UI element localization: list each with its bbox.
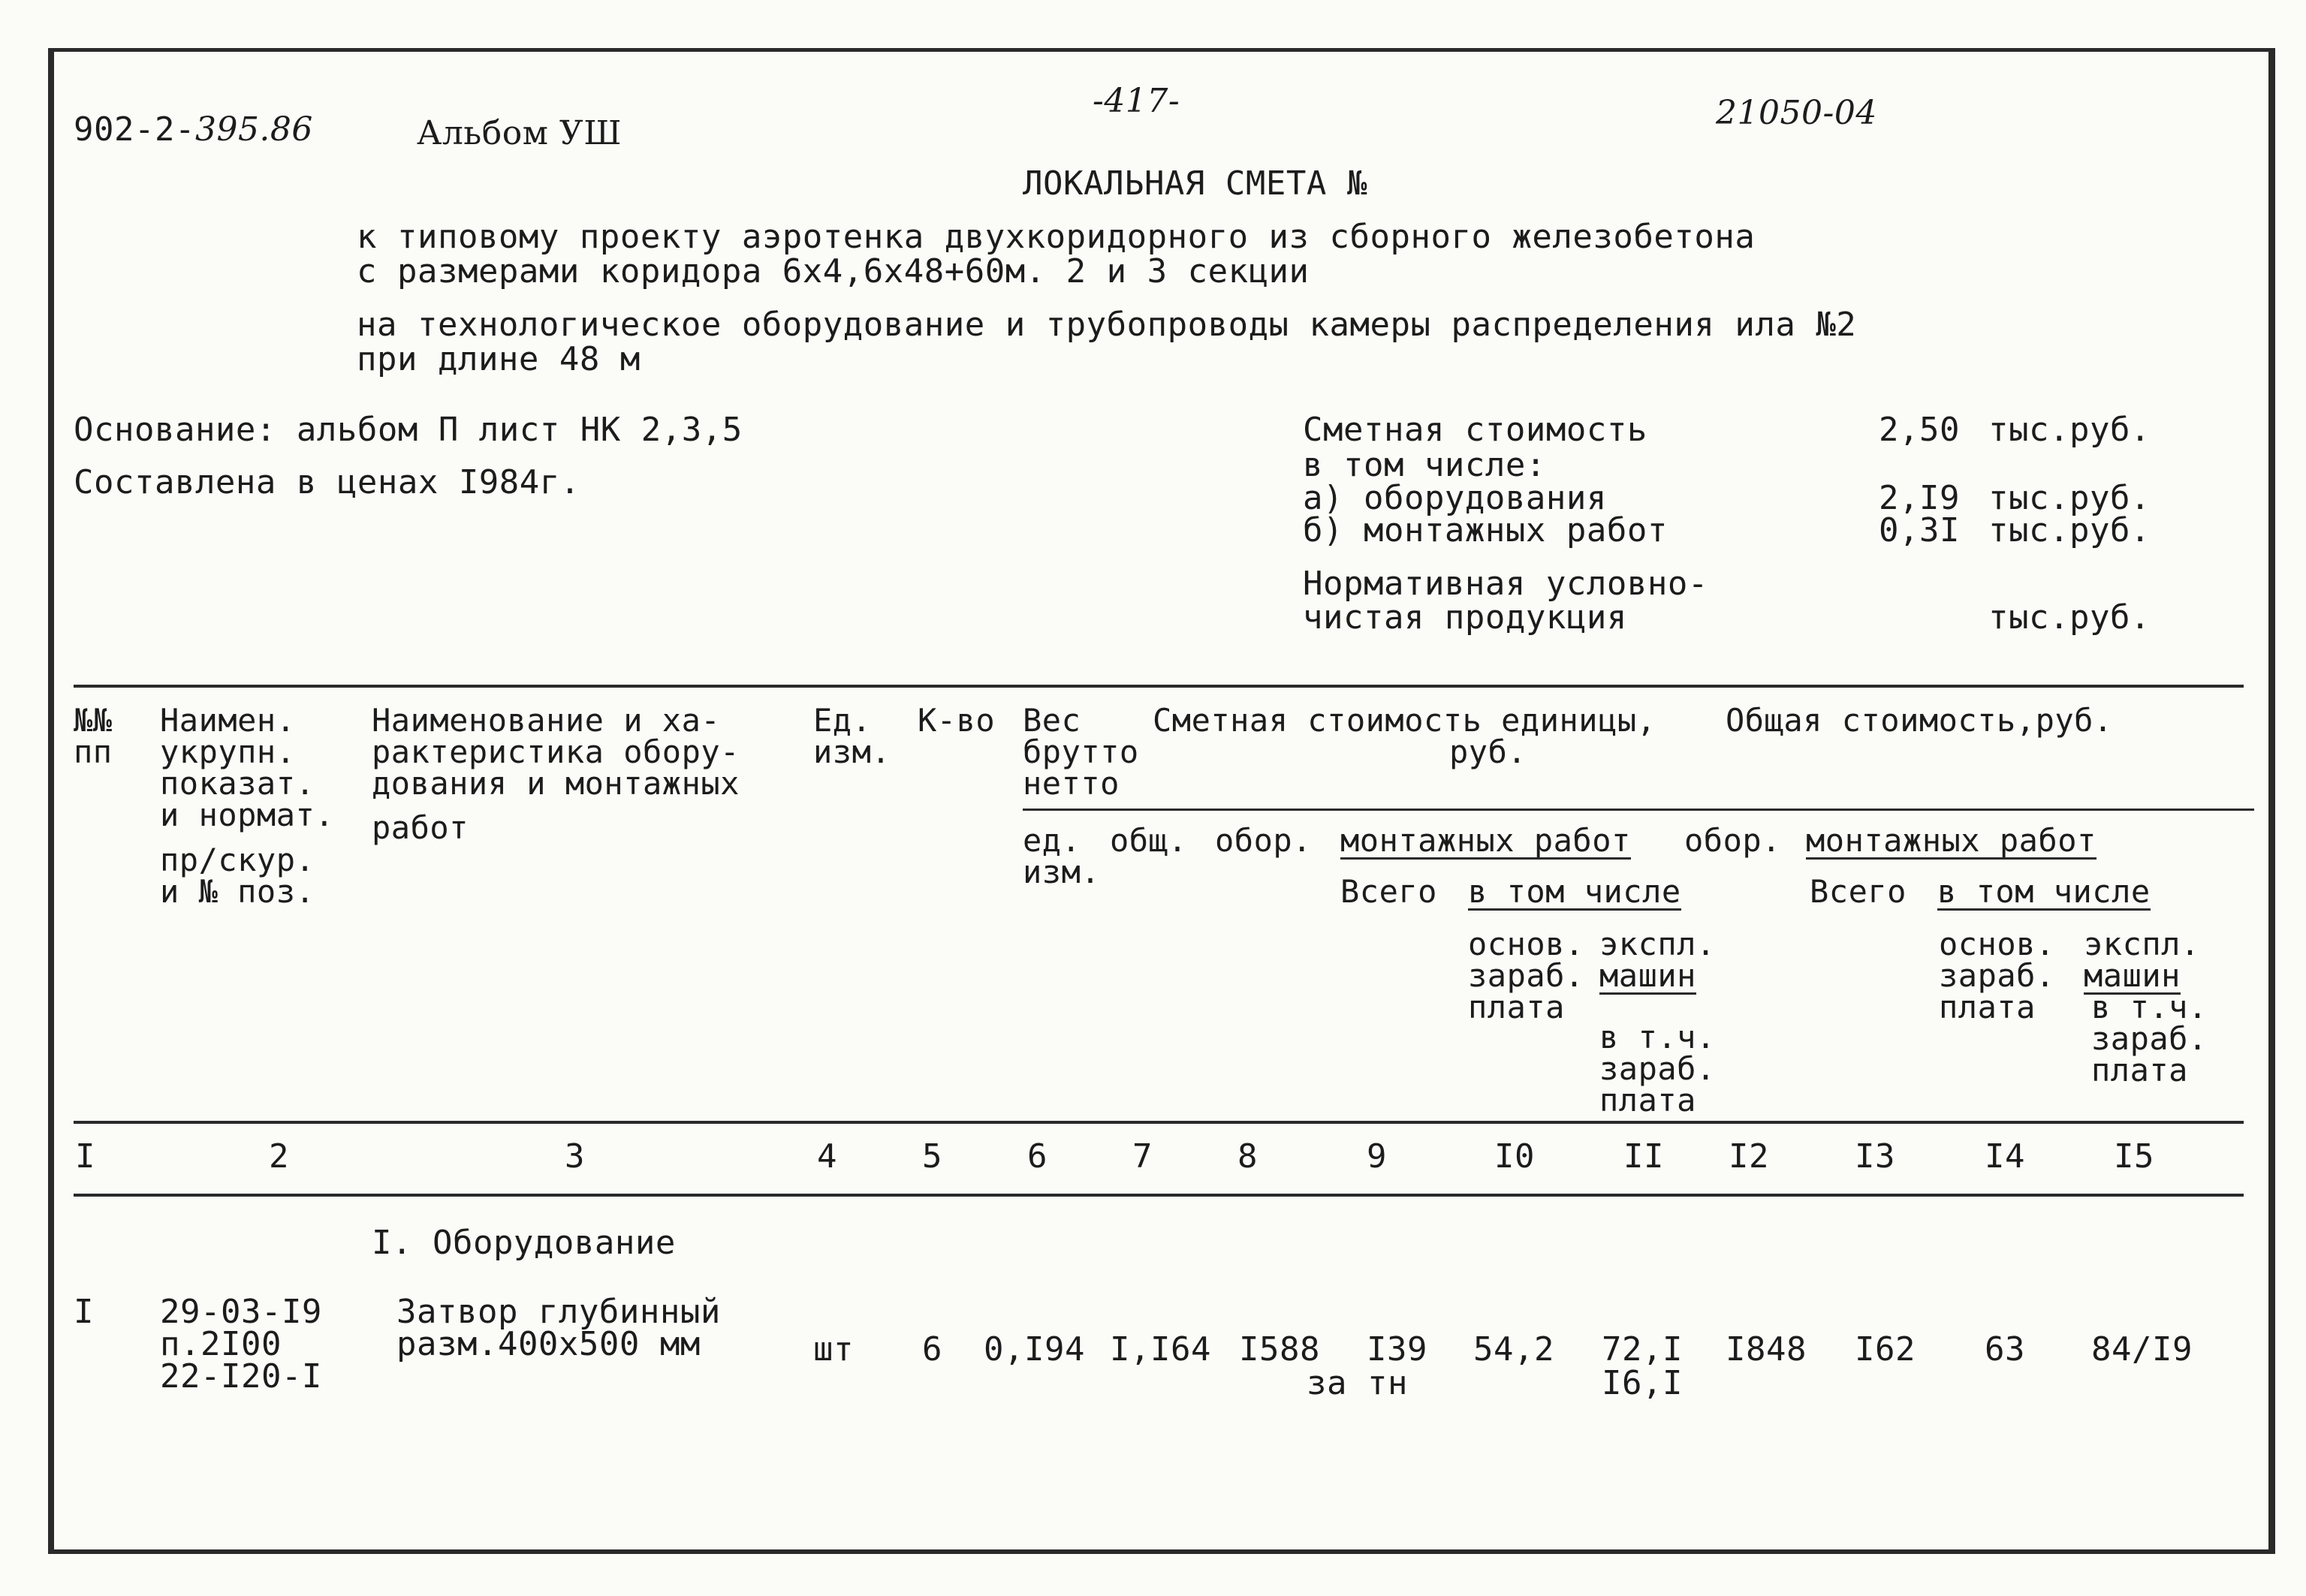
header-weight-unit-2: изм. bbox=[1023, 854, 1101, 890]
column-number: I5 bbox=[2114, 1137, 2154, 1176]
header-total-base-wage-2: зараб. bbox=[1939, 957, 2055, 994]
column-number: I bbox=[75, 1137, 95, 1176]
header-total-including: в том числе bbox=[1937, 873, 2151, 910]
column-number: I4 bbox=[1985, 1137, 2025, 1176]
header-machines-wage-1: в т.ч. bbox=[1599, 1019, 1716, 1055]
header-unit-1: Ед. bbox=[813, 702, 872, 739]
mounting-cost-value: 0,3I bbox=[1879, 511, 1960, 550]
column-number: I2 bbox=[1729, 1137, 1769, 1176]
row-unit: шт bbox=[813, 1330, 854, 1369]
header-base-wage-3: плата bbox=[1468, 989, 1565, 1025]
header-weight-3: нетто bbox=[1023, 765, 1120, 802]
header-machines-2: машин bbox=[1599, 957, 1696, 994]
basis-line: Основание: альбом П лист НК 2,3,5 bbox=[74, 411, 743, 449]
header-total-machines-2: машин bbox=[2084, 957, 2181, 994]
header-name-4: работ bbox=[372, 809, 469, 846]
subtitle-line-3: на технологическое оборудование и трубопроводы камеры распределения ила №2 bbox=[357, 306, 1857, 344]
header-quantity: К-во bbox=[918, 702, 996, 739]
row-code-2: п.2I00 bbox=[160, 1325, 282, 1363]
row-weight-unit: 0,I94 bbox=[984, 1330, 1085, 1369]
row-equipment-cost: I588 bbox=[1239, 1330, 1320, 1369]
subtitle-line-2: с размерами коридора 6х4,6х48+60м. 2 и 3 секции bbox=[357, 252, 1310, 291]
row-machines: 72,I bbox=[1602, 1330, 1683, 1369]
column-number: II bbox=[1623, 1137, 1664, 1176]
equipment-cost-value: 2,I9 bbox=[1879, 479, 1960, 517]
header-name-1: Наименование и ха- bbox=[372, 702, 721, 739]
header-weight-1: Вес bbox=[1023, 702, 1081, 739]
header-machines-wage-2: зараб. bbox=[1599, 1050, 1716, 1087]
header-machines-wage-3: плата bbox=[1599, 1082, 1696, 1119]
header-code-2: укрупн. bbox=[160, 733, 296, 770]
column-number: 3 bbox=[565, 1137, 585, 1176]
equipment-cost-label: а) оборудования bbox=[1303, 479, 1607, 517]
project-code-printed: 902-2- bbox=[74, 110, 195, 149]
row-name-1: Затвор глубинный bbox=[396, 1293, 721, 1331]
normative-unit: тыс.руб. bbox=[1988, 598, 2151, 637]
header-base-wage-2: зараб. bbox=[1468, 957, 1584, 994]
header-total-cost: Общая стоимость,руб. bbox=[1726, 702, 2113, 739]
header-total-mounting: монтажных работ bbox=[1806, 822, 2097, 859]
header-unit-cost-2: руб. bbox=[1449, 733, 1527, 770]
project-code-handwritten: 395.86 bbox=[194, 110, 313, 149]
row-weight-total: I,I64 bbox=[1110, 1330, 1211, 1369]
header-weight-unit-1: ед. bbox=[1023, 822, 1081, 859]
column-number: 8 bbox=[1237, 1137, 1258, 1176]
column-number: I3 bbox=[1855, 1137, 1895, 1176]
row-total-machines: 84/I9 bbox=[2091, 1330, 2193, 1369]
row-machines-wage: I6,I bbox=[1602, 1364, 1683, 1402]
column-number: 6 bbox=[1027, 1137, 1047, 1176]
header-total-equipment: обор. bbox=[1684, 822, 1781, 859]
row-name-2: разм.400х500 мм bbox=[396, 1325, 701, 1363]
row-total-base-wage: 63 bbox=[1985, 1330, 2025, 1369]
prices-year-line: Составлена в ценах I984г. bbox=[74, 463, 580, 501]
column-number: I0 bbox=[1494, 1137, 1535, 1176]
header-code-6: и № поз. bbox=[160, 873, 315, 910]
mounting-cost-label: б) монтажных работ bbox=[1303, 511, 1668, 550]
page-number: -417- bbox=[1093, 82, 1180, 120]
row-total-equipment: I848 bbox=[1726, 1330, 1807, 1369]
header-weight-2: брутто bbox=[1023, 733, 1139, 770]
header-bottom-rule bbox=[74, 1121, 2244, 1124]
column-numbers-rule bbox=[74, 1194, 2244, 1197]
header-equipment: обор. bbox=[1215, 822, 1312, 859]
header-total-machines-wage-2: зараб. bbox=[2091, 1020, 2208, 1057]
header-num-2: пп bbox=[74, 733, 113, 770]
row-mounting-all: I39 bbox=[1367, 1330, 1427, 1369]
header-code-4: и нормат. bbox=[160, 796, 335, 833]
column-number: 5 bbox=[922, 1137, 942, 1176]
subtitle-line-4: при длине 48 м bbox=[357, 340, 641, 378]
header-weight-total: общ. bbox=[1110, 822, 1188, 859]
header-code-3: показат. bbox=[160, 765, 315, 802]
normative-label-1: Нормативная условно- bbox=[1303, 565, 1708, 603]
table-top-rule bbox=[74, 685, 2244, 688]
header-all: Всего bbox=[1340, 873, 1437, 910]
total-cost-label: Сметная стоимость bbox=[1303, 411, 1647, 449]
header-code-5: пр/скур. bbox=[160, 842, 315, 878]
header-total-all: Всего bbox=[1810, 873, 1907, 910]
section-title: I. Оборудование bbox=[372, 1224, 676, 1262]
header-total-machines-wage-1: в т.ч. bbox=[2091, 989, 2208, 1025]
row-number: I bbox=[74, 1293, 94, 1331]
total-cost-value: 2,50 bbox=[1879, 411, 1960, 449]
header-unit-cost-1: Сметная стоимость единицы, bbox=[1153, 702, 1656, 739]
equipment-cost-unit: тыс.руб. bbox=[1988, 479, 2151, 517]
header-code-1: Наимен. bbox=[160, 702, 296, 739]
header-num-1: №№ bbox=[74, 702, 113, 739]
header-total-base-wage-1: основ. bbox=[1939, 926, 2055, 962]
mounting-cost-unit: тыс.руб. bbox=[1988, 511, 2151, 550]
including-label: в том числе: bbox=[1303, 446, 1546, 484]
reference-number: 21050-04 bbox=[1716, 94, 1877, 132]
document-title: ЛОКАЛЬНАЯ СМЕТА № bbox=[1023, 164, 1367, 203]
header-name-3: дования и монтажных bbox=[372, 765, 740, 802]
subtitle-line-1: к типовому проекту аэротенка двухкоридорного из сборного железобетона bbox=[357, 218, 1756, 256]
header-name-2: рактеристика обору- bbox=[372, 733, 740, 770]
header-total-machines-1: экспл. bbox=[2084, 926, 2200, 962]
column-number: 9 bbox=[1367, 1137, 1387, 1176]
row-quantity: 6 bbox=[922, 1330, 942, 1369]
column-number: 7 bbox=[1132, 1137, 1153, 1176]
header-total-base-wage-3: плата bbox=[1939, 989, 2036, 1025]
column-number: 2 bbox=[269, 1137, 289, 1176]
header-base-wage-1: основ. bbox=[1468, 926, 1584, 962]
row-base-wage: 54,2 bbox=[1473, 1330, 1554, 1369]
project-code bbox=[74, 110, 313, 149]
header-unit-2: изм. bbox=[813, 733, 891, 770]
row-total-all: I62 bbox=[1855, 1330, 1916, 1369]
normative-label-2: чистая продукция bbox=[1303, 598, 1627, 637]
row-mounting-note: за тн bbox=[1307, 1364, 1408, 1402]
row-code-3: 22-I20-I bbox=[160, 1357, 322, 1396]
header-including: в том числе bbox=[1468, 873, 1681, 910]
header-machines-1: экспл. bbox=[1599, 926, 1716, 962]
header-total-machines-wage-3: плата bbox=[2091, 1052, 2188, 1089]
row-code-1: 29-03-I9 bbox=[160, 1293, 322, 1331]
header-mounting: монтажных работ bbox=[1340, 822, 1631, 859]
total-cost-unit: тыс.руб. bbox=[1988, 411, 2151, 449]
weight-net-rule bbox=[1023, 809, 2254, 811]
column-number: 4 bbox=[817, 1137, 837, 1176]
album-label: Альбом УШ bbox=[417, 114, 622, 152]
